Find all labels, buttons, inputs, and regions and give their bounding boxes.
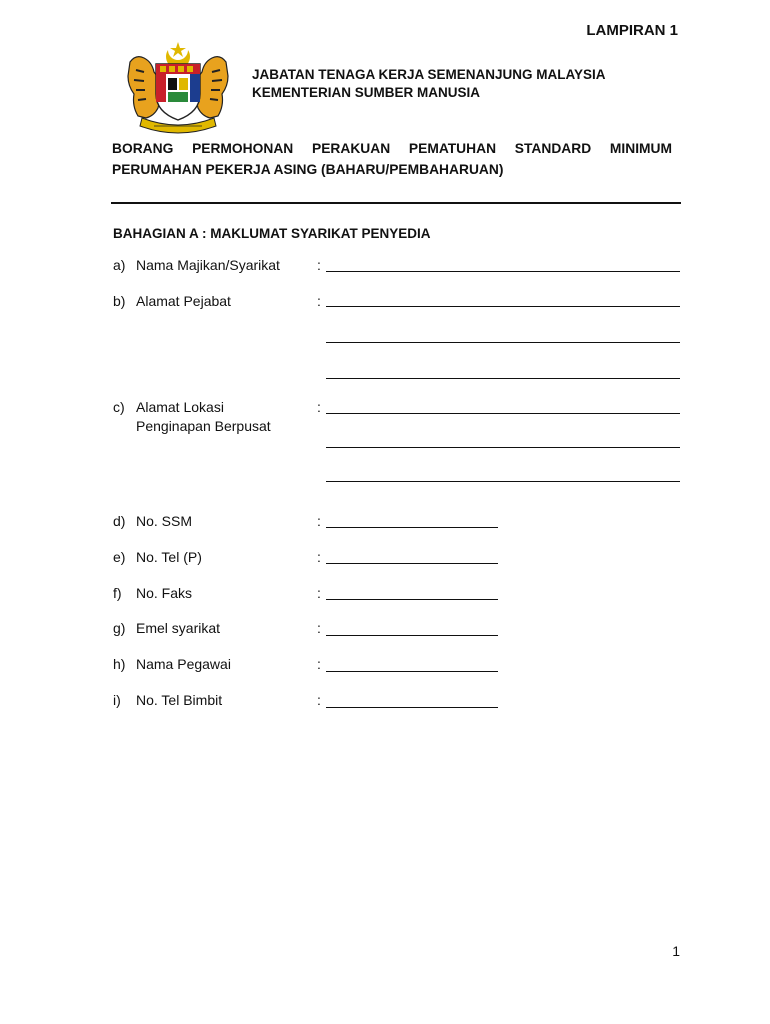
field-label-officer-name (113, 655, 231, 674)
field-label-text: Nama Pegawai (136, 656, 231, 672)
field-label-text: No. Tel Bimbit (136, 692, 223, 708)
form-title (112, 138, 672, 180)
form-title-line-1: BORANG PERMOHONAN PERAKUAN PEMATUHAN STANDARD MINIMUM (112, 141, 672, 156)
title-divider (111, 202, 681, 204)
housing-location-field-line-3[interactable] (326, 481, 680, 482)
field-label-company-email (113, 619, 220, 638)
field-label-text: No. Faks (136, 585, 193, 601)
field-label-text-line-2: Penginapan Berpusat (136, 418, 271, 434)
field-number: d) (113, 513, 126, 529)
field-label-text: Alamat Lokasi (136, 399, 224, 415)
office-phone-field[interactable] (326, 563, 498, 564)
ssm-number-field[interactable] (326, 527, 498, 528)
housing-location-field-line-1[interactable] (326, 413, 680, 414)
field-separator: : (317, 549, 321, 565)
field-number: h) (113, 656, 126, 672)
field-label-text: Emel syarikat (136, 620, 221, 636)
field-label-office-address (113, 292, 231, 311)
field-separator: : (317, 257, 321, 273)
page-number: 1 (672, 943, 680, 959)
field-label-text: Alamat Pejabat (136, 293, 231, 309)
field-number: a) (113, 257, 126, 273)
fax-field[interactable] (326, 599, 498, 600)
field-separator: : (317, 513, 321, 529)
field-separator: : (317, 293, 321, 309)
ministry-name: KEMENTERIAN SUMBER MANUSIA (252, 85, 481, 100)
field-label-text: Nama Majikan/Syarikat (136, 257, 280, 273)
field-separator: : (317, 692, 321, 708)
department-name: JABATAN TENAGA KERJA SEMENANJUNG MALAYSIA (252, 67, 606, 82)
field-label-office-phone (113, 548, 202, 567)
field-label-mobile-phone (113, 691, 222, 710)
field-label-text: No. Tel (P) (136, 549, 202, 565)
annex-label: LAMPIRAN 1 (586, 22, 678, 39)
field-number: f) (113, 585, 122, 601)
field-separator: : (317, 620, 321, 636)
field-label-company-name (113, 256, 280, 275)
field-label-fax (113, 584, 192, 603)
form-title-line-2: PERUMAHAN PEKERJA ASING (BAHARU/PEMBAHARUAN) (112, 162, 504, 177)
field-separator: : (317, 399, 321, 415)
field-separator: : (317, 585, 321, 601)
office-address-field-line-2[interactable] (326, 342, 680, 343)
field-number: g) (113, 620, 126, 636)
section-a-title: BAHAGIAN A : MAKLUMAT SYARIKAT PENYEDIA (113, 226, 431, 241)
housing-location-field-line-2[interactable] (326, 447, 680, 448)
office-address-field-line-1[interactable] (326, 306, 680, 307)
field-label-ssm-number (113, 512, 192, 531)
office-address-field-line-3[interactable] (326, 378, 680, 379)
malaysia-coat-of-arms-icon (116, 40, 240, 136)
company-email-field[interactable] (326, 635, 498, 636)
field-number: c) (113, 399, 125, 415)
company-name-field[interactable] (326, 271, 680, 272)
department-heading (252, 66, 606, 102)
field-label-text: No. SSM (136, 513, 193, 529)
field-number: b) (113, 293, 126, 309)
field-number: i) (113, 692, 121, 708)
officer-name-field[interactable] (326, 671, 498, 672)
field-number: e) (113, 549, 126, 565)
field-label-housing-location (113, 398, 271, 436)
mobile-phone-field[interactable] (326, 707, 498, 708)
field-separator: : (317, 656, 321, 672)
